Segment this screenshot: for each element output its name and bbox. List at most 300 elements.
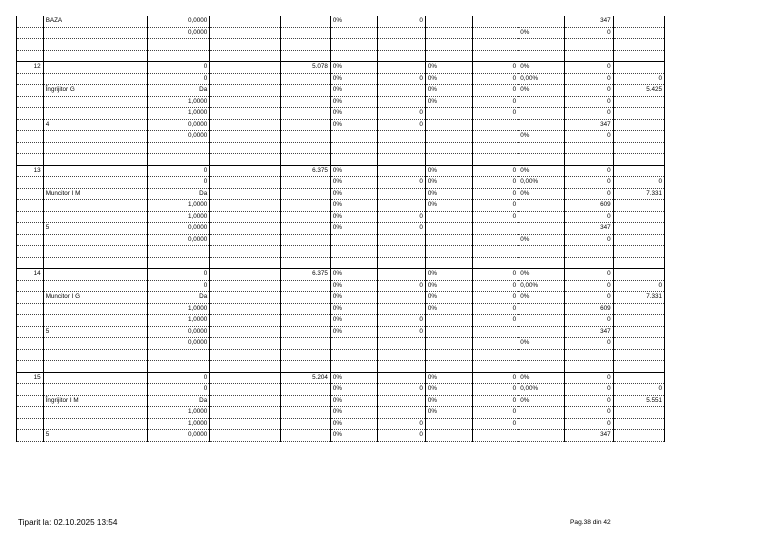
table-cell: 0 (472, 384, 518, 396)
table-cell (425, 119, 472, 131)
table-cell (17, 349, 44, 361)
table-cell (613, 62, 664, 74)
table-cell: 0% (330, 269, 377, 281)
table-cell: 0% (330, 85, 377, 97)
table-cell (613, 303, 664, 315)
page-number: Pag.38 din 42 (570, 519, 611, 526)
table-cell (43, 73, 148, 85)
table-cell (425, 108, 472, 120)
table-cell (43, 372, 148, 384)
table-cell (17, 188, 44, 200)
table-cell (17, 50, 44, 62)
table-cell: 0% (518, 234, 564, 246)
table-cell: 0 (564, 165, 613, 177)
table-cell: 1,0000 (148, 303, 210, 315)
table-cell: 0% (330, 165, 377, 177)
table-cell (210, 372, 280, 384)
table-cell (210, 73, 280, 85)
table-cell (210, 361, 280, 373)
table-cell (377, 50, 425, 62)
table-cell (43, 315, 148, 327)
table-row (17, 142, 665, 154)
table-cell (377, 154, 425, 166)
table-cell (210, 200, 280, 212)
table-cell: 0% (518, 395, 564, 407)
table-cell (43, 200, 148, 212)
table-cell: 5 (43, 326, 148, 338)
table-row (17, 188, 665, 200)
table-cell (43, 108, 148, 120)
table-cell (43, 234, 148, 246)
table-cell: 1,0000 (148, 108, 210, 120)
table-cell (518, 418, 564, 430)
table-cell (17, 384, 44, 396)
table-cell: 7.331 (613, 188, 664, 200)
table-cell: 0,0000 (148, 430, 210, 442)
table-cell (148, 361, 210, 373)
table-row (17, 395, 665, 407)
table-row (17, 315, 665, 327)
table-row (17, 200, 665, 212)
table-cell (377, 407, 425, 419)
table-cell (17, 27, 44, 39)
table-cell: 0% (330, 223, 377, 235)
table-cell: 0,00% (518, 73, 564, 85)
table-cell: 0 (377, 418, 425, 430)
table-cell (564, 154, 613, 166)
table-cell (17, 246, 44, 258)
table-cell: 0% (330, 62, 377, 74)
table-row (17, 131, 665, 143)
table-cell: 0 (377, 280, 425, 292)
table-cell (472, 16, 518, 27)
table-cell: 0 (377, 16, 425, 27)
table-cell (210, 188, 280, 200)
table-cell (425, 223, 472, 235)
table-cell: 0 (472, 292, 518, 304)
table-cell (425, 418, 472, 430)
table-cell (613, 165, 664, 177)
table-cell (210, 349, 280, 361)
table-cell: 0% (425, 269, 472, 281)
table-cell: 0% (518, 131, 564, 143)
table-cell: 0 (472, 62, 518, 74)
table-cell: 0 (564, 292, 613, 304)
table-cell (613, 361, 664, 373)
table-cell: 0 (472, 280, 518, 292)
table-cell (425, 315, 472, 327)
table-cell (43, 211, 148, 223)
table-row (17, 372, 665, 384)
table-cell: 0 (564, 315, 613, 327)
table-cell: 347 (564, 16, 613, 27)
table-cell: 0 (564, 131, 613, 143)
table-cell: 5 (43, 430, 148, 442)
table-cell (148, 39, 210, 51)
table-cell: 0% (425, 303, 472, 315)
table-cell (210, 16, 280, 27)
table-cell (17, 177, 44, 189)
table-cell (518, 211, 564, 223)
table-cell (17, 395, 44, 407)
table-cell: 0% (330, 73, 377, 85)
table-cell: 0% (425, 395, 472, 407)
table-cell: 347 (564, 119, 613, 131)
table-cell (564, 39, 613, 51)
table-cell (17, 315, 44, 327)
table-cell (613, 96, 664, 108)
table-cell: 0 (564, 234, 613, 246)
table-cell (613, 108, 664, 120)
table-row (17, 39, 665, 51)
table-cell (330, 131, 377, 143)
table-cell (613, 142, 664, 154)
table-cell (425, 131, 472, 143)
table-cell: 0% (330, 395, 377, 407)
table-cell (330, 154, 377, 166)
table-cell: 0% (330, 200, 377, 212)
table-cell (377, 372, 425, 384)
table-cell (210, 315, 280, 327)
table-row (17, 85, 665, 97)
table-cell (43, 154, 148, 166)
table-cell: 0% (518, 27, 564, 39)
table-cell: 0 (564, 73, 613, 85)
table-cell: 0% (330, 119, 377, 131)
table-cell (613, 338, 664, 350)
table-cell: 0 (148, 177, 210, 189)
table-cell (518, 303, 564, 315)
table-row (17, 326, 665, 338)
table-cell (210, 131, 280, 143)
table-cell (425, 154, 472, 166)
table-cell: 12 (17, 62, 44, 74)
table-cell: Da (148, 292, 210, 304)
table-cell (377, 200, 425, 212)
table-cell (472, 234, 518, 246)
table-cell: 0 (472, 96, 518, 108)
table-cell (280, 234, 330, 246)
table-cell: 0% (330, 384, 377, 396)
table-cell (613, 326, 664, 338)
table-cell (210, 418, 280, 430)
table-cell (17, 154, 44, 166)
table-cell (377, 142, 425, 154)
table-cell: 0 (148, 73, 210, 85)
table-cell: 1,0000 (148, 200, 210, 212)
table-cell (425, 16, 472, 27)
table-cell: 5.551 (613, 395, 664, 407)
table-cell (210, 430, 280, 442)
table-cell: 609 (564, 200, 613, 212)
table-cell (17, 338, 44, 350)
table-cell: 0,00% (518, 280, 564, 292)
table-cell (472, 361, 518, 373)
table-row (17, 257, 665, 269)
table-cell: 0,0000 (148, 223, 210, 235)
table-cell (330, 338, 377, 350)
table-cell (210, 280, 280, 292)
table-cell (210, 326, 280, 338)
table-cell (280, 223, 330, 235)
table-cell (210, 292, 280, 304)
table-cell: 0% (330, 430, 377, 442)
table-cell: 0 (377, 119, 425, 131)
table-cell: 0 (148, 384, 210, 396)
table-cell (330, 142, 377, 154)
printed-timestamp: Tiparit la: 02.10.2025 13:54 (18, 518, 118, 527)
table-cell (613, 200, 664, 212)
table-cell (613, 269, 664, 281)
table-cell (280, 246, 330, 258)
table-cell (377, 349, 425, 361)
table-cell (425, 27, 472, 39)
table-cell: 0 (472, 165, 518, 177)
table-cell: 0 (564, 384, 613, 396)
table-cell: 0 (377, 73, 425, 85)
table-cell: 0 (564, 85, 613, 97)
table-row (17, 223, 665, 235)
table-cell: 0,0000 (148, 338, 210, 350)
table-cell: 0% (518, 188, 564, 200)
table-cell (210, 177, 280, 189)
table-cell: 0 (472, 200, 518, 212)
table-cell: 0% (330, 108, 377, 120)
table-cell (43, 361, 148, 373)
table-cell: 0 (472, 395, 518, 407)
table-cell (613, 154, 664, 166)
table-row (17, 292, 665, 304)
table-cell (472, 257, 518, 269)
table-cell (564, 257, 613, 269)
table-cell: 0 (472, 85, 518, 97)
table-cell (518, 200, 564, 212)
table-cell (17, 142, 44, 154)
table-cell (280, 131, 330, 143)
table-cell (613, 131, 664, 143)
table-cell (210, 257, 280, 269)
table-cell (377, 85, 425, 97)
table-cell (377, 188, 425, 200)
report-grid (16, 16, 665, 442)
table-cell (518, 108, 564, 120)
table-cell (17, 119, 44, 131)
table-cell (210, 85, 280, 97)
table-cell: 0% (518, 269, 564, 281)
table-cell: 0% (425, 292, 472, 304)
table-cell (472, 50, 518, 62)
table-row (17, 234, 665, 246)
table-cell: 0% (518, 338, 564, 350)
table-cell: 0 (564, 407, 613, 419)
table-cell (613, 27, 664, 39)
table-cell (518, 119, 564, 131)
table-cell: 0,0000 (148, 119, 210, 131)
table-row (17, 211, 665, 223)
table-cell: 0 (472, 315, 518, 327)
table-cell: 0% (330, 303, 377, 315)
table-row (17, 96, 665, 108)
table-cell (613, 39, 664, 51)
table-cell (17, 303, 44, 315)
table-cell: 0 (472, 407, 518, 419)
table-cell (280, 418, 330, 430)
table-cell: 0 (377, 430, 425, 442)
table-cell: 0 (564, 62, 613, 74)
table-cell: 0 (472, 211, 518, 223)
table-cell (148, 50, 210, 62)
table-cell: 0% (330, 418, 377, 430)
table-cell: 0% (425, 188, 472, 200)
table-cell: 0 (377, 384, 425, 396)
table-cell (425, 50, 472, 62)
table-cell (564, 142, 613, 154)
table-cell (43, 303, 148, 315)
table-cell (425, 142, 472, 154)
table-cell (280, 280, 330, 292)
table-cell (280, 211, 330, 223)
table-cell: 0 (564, 96, 613, 108)
table-cell (330, 27, 377, 39)
table-cell: 0,0000 (148, 326, 210, 338)
table-cell (43, 39, 148, 51)
table-cell (210, 384, 280, 396)
table-cell: 0 (148, 62, 210, 74)
table-row (17, 154, 665, 166)
table-row (17, 177, 665, 189)
table-cell (148, 154, 210, 166)
table-cell: 0 (148, 280, 210, 292)
table-cell: 609 (564, 303, 613, 315)
table-cell (425, 211, 472, 223)
table-cell: 0 (472, 108, 518, 120)
table-cell (377, 269, 425, 281)
table-cell (613, 246, 664, 258)
table-cell (564, 246, 613, 258)
table-cell: 0% (330, 211, 377, 223)
table-cell (280, 407, 330, 419)
table-cell (17, 223, 44, 235)
table-cell (613, 257, 664, 269)
table-cell (613, 211, 664, 223)
table-cell (425, 234, 472, 246)
table-cell (425, 349, 472, 361)
table-cell: 0 (472, 177, 518, 189)
table-cell: Muncitor I M (43, 188, 148, 200)
table-cell: 0% (425, 85, 472, 97)
table-cell: 0 (472, 303, 518, 315)
table-cell (210, 165, 280, 177)
table-cell (613, 50, 664, 62)
table-cell (280, 142, 330, 154)
table-cell: 0,00% (518, 384, 564, 396)
table-cell (330, 234, 377, 246)
table-cell: 0,00% (518, 177, 564, 189)
table-cell: 0 (613, 177, 664, 189)
table-cell: 0 (564, 280, 613, 292)
table-cell: 7.331 (613, 292, 664, 304)
table-cell: 0% (518, 372, 564, 384)
table-cell (210, 269, 280, 281)
table-cell (330, 257, 377, 269)
table-row (17, 407, 665, 419)
table-cell (17, 200, 44, 212)
table-cell: 347 (564, 430, 613, 442)
table-cell (377, 303, 425, 315)
table-cell (518, 223, 564, 235)
table-cell (210, 142, 280, 154)
table-cell: 13 (17, 165, 44, 177)
table-cell (280, 108, 330, 120)
table-cell (472, 131, 518, 143)
table-cell (17, 280, 44, 292)
table-cell (425, 326, 472, 338)
table-cell (613, 349, 664, 361)
table-cell (43, 418, 148, 430)
table-row (17, 119, 665, 131)
table-cell: BAZA (43, 16, 148, 27)
table-cell (280, 16, 330, 27)
table-row (17, 303, 665, 315)
table-cell (43, 338, 148, 350)
table-row (17, 384, 665, 396)
table-cell: 0% (425, 407, 472, 419)
table-cell (518, 361, 564, 373)
table-cell (17, 73, 44, 85)
table-cell (210, 154, 280, 166)
table-cell (17, 16, 44, 27)
table-cell (210, 407, 280, 419)
table-cell: 0% (518, 85, 564, 97)
table-row (17, 280, 665, 292)
table-cell (17, 292, 44, 304)
table-cell (377, 257, 425, 269)
table-cell (330, 39, 377, 51)
table-cell (210, 50, 280, 62)
table-cell (280, 349, 330, 361)
table-cell (210, 303, 280, 315)
table-cell: 0 (613, 73, 664, 85)
table-cell: 0 (472, 188, 518, 200)
table-cell (280, 154, 330, 166)
table-cell: 0% (518, 292, 564, 304)
table-row (17, 50, 665, 62)
table-cell (210, 234, 280, 246)
table-cell (280, 315, 330, 327)
table-cell (518, 39, 564, 51)
table-cell (17, 96, 44, 108)
table-cell: 6.375 (280, 165, 330, 177)
table-cell (472, 338, 518, 350)
table-cell: 0 (564, 372, 613, 384)
table-cell (17, 326, 44, 338)
table-cell (210, 62, 280, 74)
table-cell (17, 430, 44, 442)
table-cell: 0 (472, 269, 518, 281)
table-cell (377, 131, 425, 143)
table-row (17, 430, 665, 442)
table-cell (472, 246, 518, 258)
table-cell (43, 177, 148, 189)
table-cell (518, 326, 564, 338)
table-cell (518, 96, 564, 108)
table-cell (518, 246, 564, 258)
table-cell (518, 142, 564, 154)
table-cell: 0% (425, 372, 472, 384)
table-cell: 0% (425, 73, 472, 85)
table-cell (613, 119, 664, 131)
table-cell (280, 188, 330, 200)
